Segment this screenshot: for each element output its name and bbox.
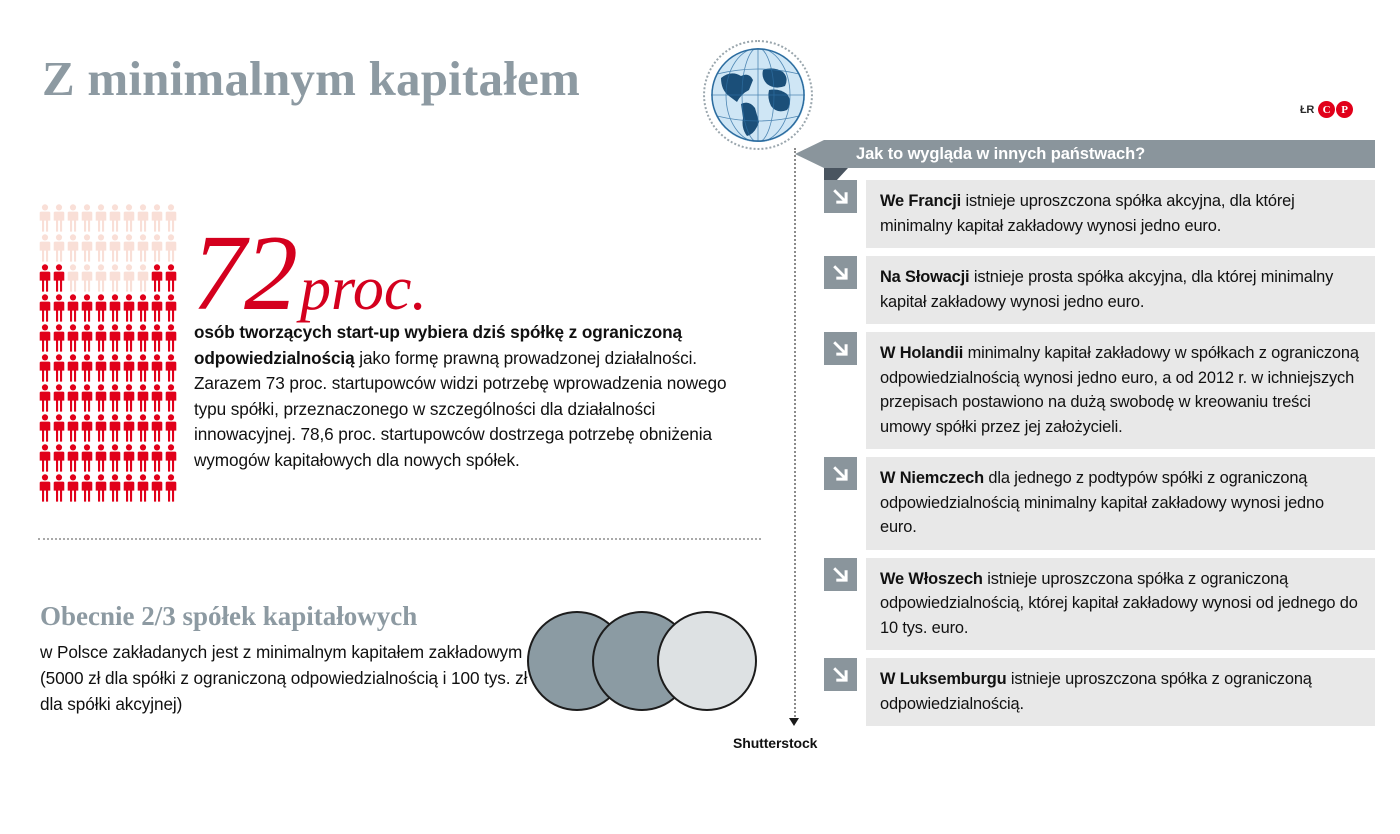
countries-list — [824, 180, 1375, 726]
country-name: W Luksemburgu — [880, 670, 1007, 688]
country-item[interactable] — [824, 256, 1375, 324]
circle-three — [657, 611, 757, 711]
person-icon — [150, 353, 164, 383]
person-icon — [150, 443, 164, 473]
person-icon — [122, 473, 136, 503]
country-description: dla jednego z podtypów spółki z ograniczoną odpowiedzialnością minimalny kapitał zakładowy wynosi jedno euro. — [880, 469, 1324, 536]
person-icon — [52, 293, 66, 323]
country-item[interactable] — [824, 658, 1375, 726]
country-item[interactable] — [824, 457, 1375, 550]
person-icon — [80, 263, 94, 293]
person-icon — [52, 473, 66, 503]
panel-banner — [824, 140, 1375, 168]
person-icon — [52, 263, 66, 293]
person-icon — [122, 203, 136, 233]
person-icon — [94, 383, 108, 413]
person-icon — [38, 383, 52, 413]
person-icon — [94, 293, 108, 323]
lead-rest-part: jako formę prawną prowadzonej działalności. Zarazem 73 proc. startupowców widzi potrzebę wprowadzenia nowego typu spółki, przeznaczonego w szczególności dla działalności innowacyjnej. 78,6 proc. startupowców dostrzega potrzebę obniżenia wymogów kapitałowych dla nowych spółek. — [194, 347, 727, 470]
person-icon — [38, 293, 52, 323]
headline-statistic — [192, 212, 427, 336]
country-name: W Niemczech — [880, 469, 985, 487]
person-icon — [108, 233, 122, 263]
person-icon — [80, 293, 94, 323]
person-icon — [164, 473, 178, 503]
person-icon — [122, 413, 136, 443]
person-icon — [136, 203, 150, 233]
person-icon — [38, 443, 52, 473]
person-icon — [108, 293, 122, 323]
person-icon — [164, 383, 178, 413]
person-icon — [80, 353, 94, 383]
person-icon — [122, 443, 136, 473]
person-icon — [150, 383, 164, 413]
person-icon — [80, 473, 94, 503]
person-icon — [80, 443, 94, 473]
globe-illustration — [703, 40, 813, 150]
person-icon — [38, 233, 52, 263]
country-description: minimalny kapitał zakładowy w spółkach z ograniczoną odpowiedzialnością wynosi jedno euro, a od 2012 r. w ichniejszych przepisach postawiono na dużą swobodę w kreowaniu treści umowy spółki przez jej założycieli. — [880, 344, 1359, 436]
arrow-down-right-icon — [824, 332, 857, 365]
person-icon — [150, 293, 164, 323]
person-icon — [94, 353, 108, 383]
person-icon — [66, 353, 80, 383]
person-icon — [150, 233, 164, 263]
banner-point-shape — [795, 140, 824, 168]
person-icon — [108, 413, 122, 443]
person-icon — [122, 293, 136, 323]
person-icon — [108, 353, 122, 383]
country-name: We Włoszech — [880, 569, 983, 588]
person-icon — [150, 413, 164, 443]
photo-credit: Shutterstock — [733, 735, 818, 751]
logo-initials: ŁR — [1300, 103, 1315, 116]
country-item[interactable] — [824, 332, 1375, 449]
person-icon — [94, 203, 108, 233]
person-icon — [150, 263, 164, 293]
person-icon — [38, 263, 52, 293]
country-item[interactable] — [824, 558, 1375, 651]
pictogram-chart — [38, 203, 178, 503]
person-icon — [136, 323, 150, 353]
person-icon — [164, 353, 178, 383]
person-icon — [122, 323, 136, 353]
country-item-text — [866, 180, 1375, 248]
person-icon — [66, 443, 80, 473]
page-title: Z minimalnym kapitałem — [42, 51, 580, 106]
person-icon — [80, 383, 94, 413]
arrow-down-right-icon — [824, 457, 857, 490]
person-icon — [94, 473, 108, 503]
logo-badge-c: C — [1318, 101, 1335, 118]
statistic-number: 72 — [192, 214, 296, 333]
person-icon — [94, 443, 108, 473]
country-description: istnieje uproszczona spółka z ograniczoną odpowiedzialnością. — [880, 670, 1312, 713]
person-icon — [38, 323, 52, 353]
country-item-text — [866, 256, 1375, 324]
person-icon — [66, 263, 80, 293]
country-description: istnieje uproszczona spółka z ograniczoną odpowiedzialnością, której kapitał zakładowy wynosi od jednego do 10 tys. euro. — [880, 569, 1358, 637]
secondary-body: w Polsce zakładanych jest z minimalnym kapitałem zakładowym (5000 zł dla spółki z ograniczoną odpowiedzialnością i 100 tys. zł dla spółki akcyjnej) — [40, 642, 528, 714]
panel-banner-title: Jak to wygląda w innych państwach? — [856, 144, 1146, 163]
person-icon — [52, 203, 66, 233]
globe-icon — [711, 48, 805, 142]
person-icon — [66, 293, 80, 323]
country-description: istnieje prosta spółka akcyjna, dla której minimalny kapitał zakładowy wynosi jedno euro. — [880, 268, 1334, 311]
person-icon — [66, 473, 80, 503]
person-icon — [108, 203, 122, 233]
secondary-heading: Obecnie 2/3 spółek kapitałowych — [40, 601, 418, 631]
country-name: We Francji — [880, 192, 962, 210]
country-item-text — [866, 457, 1375, 550]
person-icon — [164, 233, 178, 263]
lead-bold-part: osób tworzących start-up wybiera dziś spółkę z ograniczoną odpowiedzialnością — [194, 322, 682, 368]
person-icon — [108, 443, 122, 473]
person-icon — [136, 473, 150, 503]
person-icon — [38, 203, 52, 233]
person-icon — [52, 383, 66, 413]
person-icon — [52, 323, 66, 353]
person-icon — [52, 413, 66, 443]
person-icon — [80, 233, 94, 263]
person-icon — [164, 293, 178, 323]
person-icon — [136, 383, 150, 413]
person-icon — [122, 383, 136, 413]
arrow-down-right-icon — [824, 180, 857, 213]
person-icon — [108, 323, 122, 353]
person-icon — [66, 383, 80, 413]
country-item[interactable] — [824, 180, 1375, 248]
person-icon — [94, 233, 108, 263]
circles-illustration — [527, 611, 762, 711]
person-icon — [164, 443, 178, 473]
person-icon — [136, 353, 150, 383]
person-icon — [80, 323, 94, 353]
person-icon — [52, 233, 66, 263]
person-icon — [94, 263, 108, 293]
person-icon — [108, 383, 122, 413]
person-icon — [136, 413, 150, 443]
person-icon — [136, 263, 150, 293]
lead-paragraph — [194, 320, 747, 474]
person-icon — [164, 323, 178, 353]
person-icon — [66, 203, 80, 233]
person-icon — [122, 233, 136, 263]
person-icon — [136, 293, 150, 323]
person-icon — [122, 353, 136, 383]
country-item-text — [866, 558, 1375, 651]
country-item-text — [866, 658, 1375, 726]
person-icon — [66, 323, 80, 353]
person-icon — [108, 473, 122, 503]
person-icon — [38, 473, 52, 503]
arrow-down-right-icon — [824, 658, 857, 691]
person-icon — [122, 263, 136, 293]
arrow-down-right-icon — [824, 558, 857, 591]
person-icon — [150, 323, 164, 353]
person-icon — [66, 233, 80, 263]
person-icon — [94, 323, 108, 353]
person-icon — [80, 413, 94, 443]
statistic-unit: proc. — [300, 255, 427, 323]
country-name: W Holandii — [880, 344, 964, 362]
country-name: Na Słowacji — [880, 268, 970, 286]
person-icon — [136, 443, 150, 473]
countries-panel — [795, 140, 1375, 726]
arrow-down-right-icon — [824, 256, 857, 289]
person-icon — [52, 353, 66, 383]
country-item-text — [866, 332, 1375, 449]
person-icon — [164, 413, 178, 443]
person-icon — [150, 473, 164, 503]
person-icon — [94, 413, 108, 443]
person-icon — [52, 443, 66, 473]
person-icon — [66, 413, 80, 443]
person-icon — [164, 203, 178, 233]
logo-badge-p: P — [1336, 101, 1353, 118]
person-icon — [108, 263, 122, 293]
person-icon — [38, 353, 52, 383]
section-divider — [38, 538, 761, 540]
person-icon — [164, 263, 178, 293]
person-icon — [80, 203, 94, 233]
publisher-logo — [1300, 101, 1353, 118]
person-icon — [136, 233, 150, 263]
country-description: istnieje uproszczona spółka akcyjna, dla której minimalny kapitał zakładowy wynosi jedno euro. — [880, 192, 1295, 235]
person-icon — [150, 203, 164, 233]
person-icon — [38, 413, 52, 443]
